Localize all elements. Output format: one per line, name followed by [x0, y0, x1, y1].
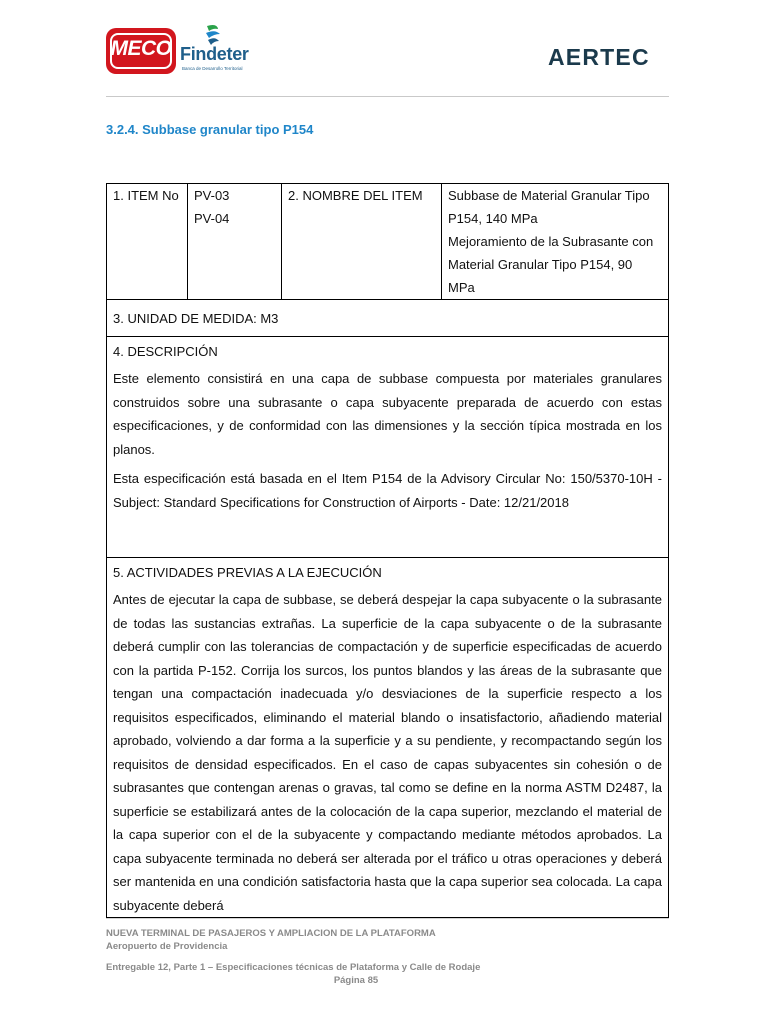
section-title: 3.2.4. Subbase granular tipo P154 — [106, 122, 314, 137]
description-paragraph: Esta especificación está basada en el Item P154 de la Advisory Circular No: 150/5370-10H - Subject: Standard Specifications for Construction of Airports - Date: 12/21/2018 — [113, 471, 662, 510]
item-name-line: Mejoramiento de la Subrasante con — [448, 234, 654, 249]
item-name-line: Subbase de Material Granular Tipo — [448, 188, 650, 203]
activities-paragraph: Antes de ejecutar la capa de subbase, se deberá despejar la capa subyacente o la subrasante de todas las sustancias extrañas. La superficie de la capa subyacente o de la subrasante deberá cumplir con las tolerancias de compactación y de superficie especificadas de acuerdo con la partida P-152. Corrija los surcos, los puntos blandos y las áreas de la subrasante que tengan una compactación inadecuada y/o desviaciones de la superficie respecto a los requisitos especificados, eliminando el material blando o insatisfactorio, añadiendo material aprobado, volviendo a dar forma a la superficie y a su pendiente, y recompactando según los requisitos de densidad especificados. En el caso de capas subyacentes sin cohesión o de subrasantes que contengan arenas o gravas, tal como se define en la norma ASTM D2487, la superficie se estabilizará antes de la colocación de la capa superior, mezclando el material de la capa superior con el de la subyacente y compactando mediante métodos aprobados. La capa subyacente terminada no deberá ser alterada por el tráfico u otras operaciones y deberá ser mantenida en una condición satisfactoria hasta que la capa superior sea colocada. La capa subyacente deberá — [113, 592, 662, 913]
item-code: PV-04 — [194, 211, 230, 226]
item-label: 1. ITEM No — [113, 188, 179, 203]
description-row — [107, 337, 669, 558]
meco-logo — [106, 28, 176, 74]
meco-logo-text: MECO — [110, 37, 172, 60]
spec-table — [106, 183, 669, 918]
findeter-mark-icon — [203, 24, 223, 46]
item-name-line: P154, 140 MPa — [448, 211, 538, 226]
footer-deliverable: Entregable 12, Parte 1 – Especificaciones técnicas de Plataforma y Calle de Rodaje — [106, 962, 481, 973]
footer-project: NUEVA TERMINAL DE PASAJEROS Y AMPLIACION DE LA PLATAFORMA — [106, 928, 436, 939]
item-row — [107, 184, 669, 300]
item-name-label: 2. NOMBRE DEL ITEM — [288, 188, 423, 203]
item-label-cell — [107, 184, 188, 300]
activities-row — [107, 558, 669, 918]
footer-location: Aeropuerto de Providencia — [106, 941, 228, 952]
footer-page-number: Página 85 — [333, 975, 379, 986]
unit-text: 3. UNIDAD DE MEDIDA: M3 — [113, 310, 279, 326]
item-name-cell — [442, 184, 669, 300]
header-divider — [106, 96, 669, 97]
unit-cell — [107, 300, 669, 337]
activities-cell — [107, 558, 669, 918]
item-code: PV-03 — [194, 188, 230, 203]
findeter-logo-text: Findeter — [180, 44, 249, 64]
description-paragraph: Este elemento consistirá en una capa de subbase compuesta por materiales granulares construidos sobre una subrasante o capa subyacente preparada de acuerdo con estas especificaciones, y de conformidad con las dimensiones y la sección típica mostrada en los planos. — [113, 371, 662, 457]
footer-divider — [106, 918, 669, 919]
description-heading: 4. DESCRIPCIÓN — [113, 344, 218, 359]
unit-row — [107, 300, 669, 337]
item-codes-cell — [188, 184, 282, 300]
findeter-logo — [180, 24, 250, 76]
description-cell — [107, 337, 669, 558]
page-header — [0, 0, 768, 98]
aertec-logo: AERTEC — [548, 44, 650, 70]
findeter-logo-subtitle: Banca de Desarrollo Territorial — [182, 66, 243, 71]
item-name-line: Material Granular Tipo P154, 90 MPa — [448, 257, 633, 295]
activities-heading: 5. ACTIVIDADES PREVIAS A LA EJECUCIÓN — [113, 565, 382, 580]
item-name-label-cell — [282, 184, 442, 300]
